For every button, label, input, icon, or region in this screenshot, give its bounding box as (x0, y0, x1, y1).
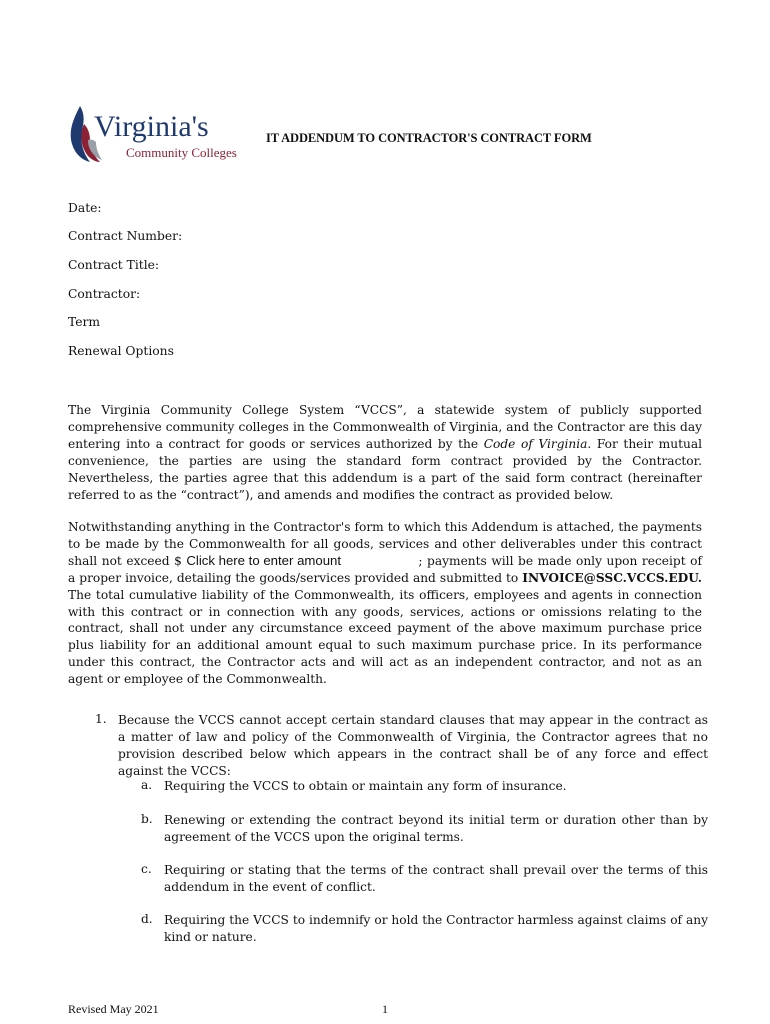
code-of-virginia: Code of Virginia (483, 436, 588, 451)
contract-title-label: Contract Title: (68, 258, 160, 272)
contractor-label: Contractor: (68, 287, 141, 301)
term-label: Term (68, 315, 101, 329)
list-item-text: Because the VCCS cannot accept certain standard clauses that may appear in the contract as a matter of law and policy of the Commonwealth of Virginia, the Contractor agrees that no provision described below which appears in the contract shall be of any force and effect against the VCCS: (118, 713, 708, 778)
intro-text-1: The Virginia Community College System “VCCS”, a statewide system of publicly supported comprehensive community colleges in the Commonwealth of Virginia, and the Contractor are this day entering into a contract for goods or services authorized by the (68, 403, 702, 451)
payment-text-2: ; payments will be made only upon receipt of a proper invoice, detailing the goods/services provided and submitted to (68, 553, 702, 585)
revision-date: Revised May 2021 (68, 1002, 159, 1016)
payment-text-1: Notwithstanding anything in the Contractor's form to which this Addendum is attached, the payments to be made by the Commonwealth for all goods, services and other deliverables under this contract shall not exceed $ (68, 520, 702, 568)
sub-item-text: Requiring or stating that the terms of the contract shall prevail over the terms of this addendum in the event of conflict. (164, 863, 708, 894)
logo-name: Virginia's (94, 110, 209, 143)
form-title: IT ADDENDUM TO CONTRACTOR'S CONTRACT FORM (266, 131, 592, 145)
date-field-label: Date: (68, 201, 102, 215)
vccs-logo-graphic (66, 104, 241, 164)
sub-item-label: b. (141, 812, 153, 826)
intro-text-2: . For their mutual convenience, the parties are using the standard form contract provided by the Contractor. Nevertheless, the parties agree that this addendum is a part of the said form contract (hereinafter referred to as the “contract”), and amends and modifies the contract as provided below. (68, 436, 703, 502)
renewal-options-label: Renewal Options (68, 344, 174, 358)
page-number: 1 (382, 1002, 388, 1016)
logo-subtitle: Community Colleges (126, 145, 237, 160)
invoice-email: INVOICE@SSC.VCCS.EDU. (522, 570, 702, 585)
sub-item-text: Requiring the VCCS to obtain or maintain any form of insurance. (164, 779, 567, 793)
sub-item-text: Renewing or extending the contract beyond its initial term or duration other than by agreement of the VCCS upon the original terms. (164, 813, 708, 844)
vccs-logo (66, 104, 241, 164)
contract-number-label: Contract Number: (68, 229, 183, 243)
amount-input[interactable]: Click here to enter amount (186, 552, 342, 568)
list-item-number: 1. (95, 712, 107, 726)
sub-item-label: c. (141, 862, 152, 876)
sub-item-label: a. (141, 778, 153, 792)
sub-item-label: d. (141, 912, 153, 926)
sub-item-text: Requiring the VCCS to indemnify or hold the Contractor harmless against claims of any kind or nature. (164, 913, 708, 944)
intro-paragraph (68, 402, 702, 503)
payment-paragraph (68, 519, 702, 688)
payment-text-3: The total cumulative liability of the Commonwealth, its officers, employees and agents in connection with this contract or in connection with any goods, services, actions or omissions relating to the contract, shall not under any circumstance exceed payment of the above maximum purchase price plus liability for an additional amount equal to such maximum purchase price. In its performance under this contract, the Contractor acts and will act as an independent contractor, and not as an agent or employee of the Commonwealth. (68, 587, 702, 687)
